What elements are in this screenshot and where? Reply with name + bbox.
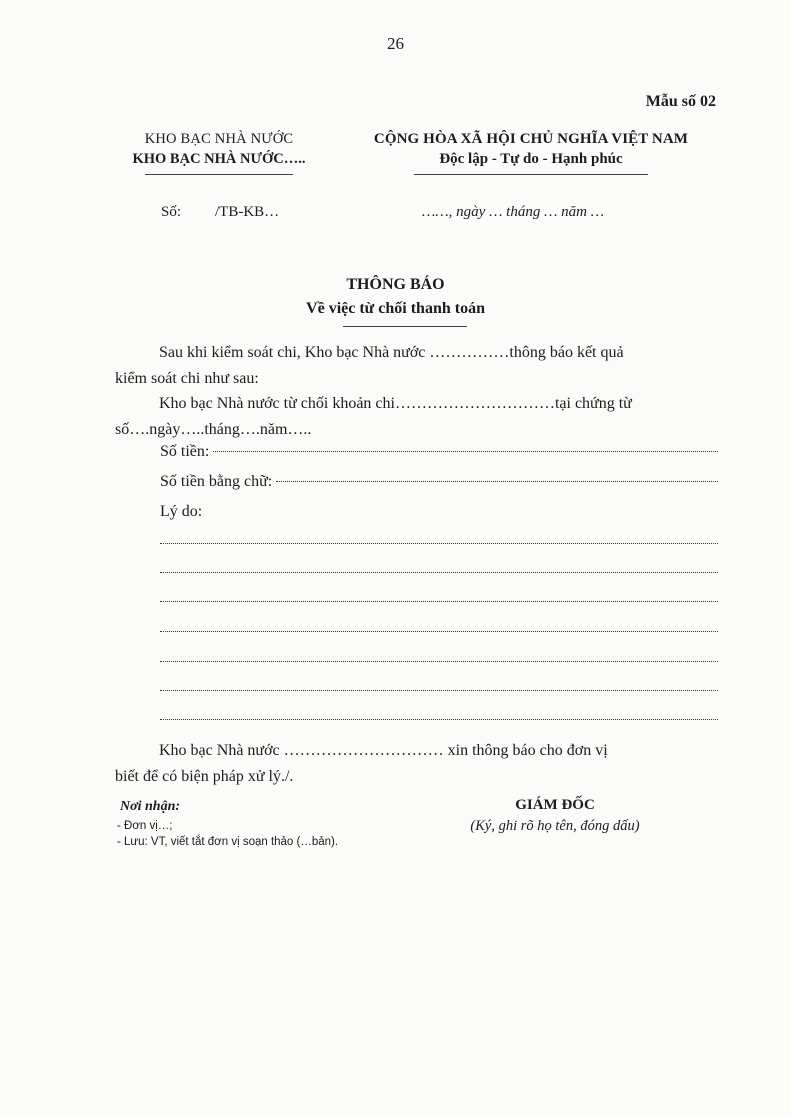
title-underline bbox=[343, 326, 467, 327]
document-title: THÔNG BÁO bbox=[346, 276, 445, 293]
paragraph-refusal bbox=[115, 391, 718, 443]
issuer-underline bbox=[145, 174, 293, 175]
issuer-line2: KHO BẠC NHÀ NƯỚC….. bbox=[132, 151, 306, 167]
paragraph-refusal-line2: số….ngày…..tháng….năm….. bbox=[115, 421, 312, 438]
signature-block bbox=[440, 797, 670, 835]
amount-words-field bbox=[160, 473, 718, 491]
reason-line bbox=[160, 719, 718, 720]
paragraph-control-line1: Sau khi kiểm soát chi, Kho bạc Nhà nước ……………thông báo kết quả bbox=[159, 344, 624, 361]
recipients-title: Nơi nhận: bbox=[120, 799, 181, 814]
amount-field bbox=[160, 443, 718, 461]
form-code: Mẫu số 02 bbox=[645, 93, 716, 110]
amount-dotted-line bbox=[213, 451, 718, 452]
reason-line bbox=[160, 572, 718, 573]
national-header bbox=[347, 131, 715, 175]
date-line: ……, ngày … tháng … năm … bbox=[422, 204, 605, 220]
paragraph-control-result bbox=[115, 340, 718, 392]
signature-title: GIÁM ĐỐC bbox=[515, 797, 595, 813]
national-underline bbox=[414, 174, 648, 175]
paragraph-closing-line1: Kho bạc Nhà nước ………………………… xin thông báo cho đơn vị bbox=[159, 742, 608, 759]
page-number: 26 bbox=[387, 34, 404, 53]
national-line2: Độc lập - Tự do - Hạnh phúc bbox=[439, 151, 623, 167]
recipient-item: - Lưu: VT, viết tắt đơn vị soạn thảo (…bản). bbox=[117, 836, 339, 848]
paragraph-control-line2: kiểm soát chi như sau: bbox=[115, 370, 259, 387]
issuer-line1: KHO BẠC NHÀ NƯỚC bbox=[144, 131, 294, 147]
amount-label: Số tiền: bbox=[160, 443, 210, 460]
reference-code: /TB-KB… bbox=[215, 204, 280, 220]
issuer-header bbox=[110, 131, 328, 175]
amount-words-dotted-line bbox=[276, 481, 718, 482]
signature-note: (Ký, ghi rõ họ tên, đóng dấu) bbox=[470, 818, 640, 834]
reason-field bbox=[160, 503, 718, 521]
reference-label: Số: bbox=[161, 204, 182, 220]
paragraph-closing-line2: biết để có biện pháp xử lý./. bbox=[115, 768, 294, 785]
paragraph-refusal-line1: Kho bạc Nhà nước từ chối khoản chi…………………………tại chứng từ bbox=[159, 395, 632, 412]
reason-label: Lý do: bbox=[160, 503, 203, 520]
reason-line bbox=[160, 543, 718, 544]
amount-words-label: Số tiền bằng chữ: bbox=[160, 473, 273, 490]
reason-line bbox=[160, 661, 718, 662]
recipient-item: - Đơn vị…; bbox=[117, 820, 173, 832]
document-subtitle: Về việc từ chối thanh toán bbox=[306, 300, 485, 317]
reason-line bbox=[160, 690, 718, 691]
reason-line bbox=[160, 601, 718, 602]
paragraph-closing bbox=[115, 738, 718, 790]
national-line1: CỘNG HÒA XÃ HỘI CHỦ NGHĨA VIỆT NAM bbox=[373, 131, 689, 147]
reason-line bbox=[160, 631, 718, 632]
